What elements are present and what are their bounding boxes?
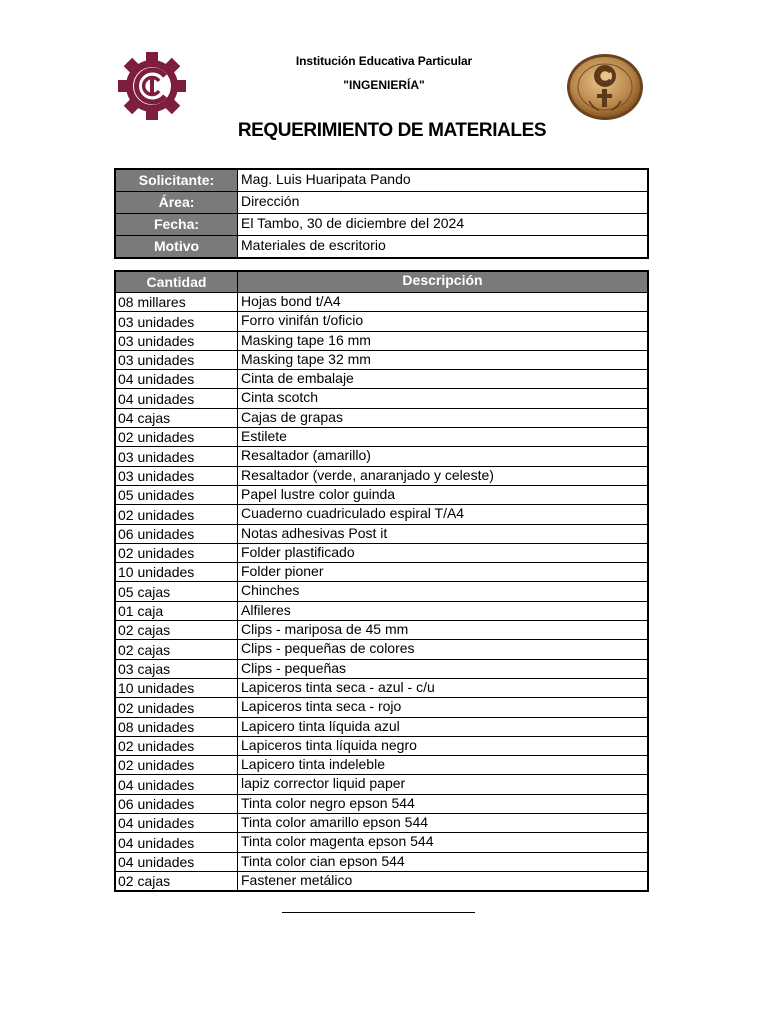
description-cell: Lapicero tinta líquida azul (238, 717, 649, 736)
quantity-cell: 05 unidades (115, 485, 238, 504)
quantity-cell: 08 millares (115, 293, 238, 312)
description-cell: Forro vinifán t/oficio (238, 312, 649, 331)
info-label: Área: (115, 192, 238, 214)
info-row-fecha (115, 214, 648, 236)
description-cell: Notas adhesivas Post it (238, 524, 649, 543)
info-row-solicitante (115, 169, 648, 192)
table-row (115, 659, 648, 678)
quantity-cell: 08 unidades (115, 717, 238, 736)
quantity-cell: 03 unidades (115, 466, 238, 485)
description-cell: Lapiceros tinta seca - rojo (238, 698, 649, 717)
quantity-cell: 10 unidades (115, 678, 238, 697)
table-row (115, 775, 648, 794)
description-cell: Resaltador (amarillo) (238, 447, 649, 466)
table-row (115, 466, 648, 485)
table-row (115, 717, 648, 736)
table-row (115, 485, 648, 504)
quantity-cell: 02 unidades (115, 756, 238, 775)
table-row (115, 678, 648, 697)
quantity-cell: 03 unidades (115, 350, 238, 369)
quantity-cell: 02 cajas (115, 621, 238, 640)
quantity-cell: 03 unidades (115, 312, 238, 331)
info-label: Motivo (115, 236, 238, 259)
description-cell: Lapiceros tinta líquida negro (238, 736, 649, 755)
description-cell: Folder pioner (238, 563, 649, 582)
description-cell: Masking tape 16 mm (238, 331, 649, 350)
table-row (115, 408, 648, 427)
table-row (115, 389, 648, 408)
quantity-cell: 04 unidades (115, 370, 238, 389)
quantity-cell: 04 unidades (115, 833, 238, 852)
quantity-cell: 02 unidades (115, 736, 238, 755)
info-value: Materiales de escritorio (238, 236, 649, 259)
quantity-cell: 06 unidades (115, 794, 238, 813)
info-value: Dirección (238, 192, 649, 214)
table-row (115, 563, 648, 582)
quantity-cell: 04 unidades (115, 389, 238, 408)
description-cell: Folder plastificado (238, 543, 649, 562)
column-header-quantity: Cantidad (115, 271, 238, 293)
quantity-cell: 02 unidades (115, 543, 238, 562)
description-cell: Lapiceros tinta seca - azul - c/u (238, 678, 649, 697)
table-row (115, 312, 648, 331)
table-row (115, 331, 648, 350)
description-cell: Cinta de embalaje (238, 370, 649, 389)
table-row (115, 698, 648, 717)
info-value: Mag. Luis Huaripata Pando (238, 169, 649, 192)
description-cell: Resaltador (verde, anaranjado y celeste) (238, 466, 649, 485)
description-cell: Clips - pequeñas de colores (238, 640, 649, 659)
description-cell: Chinches (238, 582, 649, 601)
quantity-cell: 02 unidades (115, 428, 238, 447)
table-row (115, 524, 648, 543)
description-cell: Tinta color amarillo epson 544 (238, 814, 649, 833)
table-row (115, 293, 648, 312)
quantity-cell: 06 unidades (115, 524, 238, 543)
quantity-cell: 04 unidades (115, 852, 238, 871)
description-cell: Papel lustre color guinda (238, 485, 649, 504)
quantity-cell: 01 caja (115, 601, 238, 620)
document-title: REQUERIMIENTO DE MATERIALES (237, 120, 547, 141)
description-cell: Clips - mariposa de 45 mm (238, 621, 649, 640)
table-row (115, 756, 648, 775)
materials-table (114, 270, 649, 892)
table-row (115, 640, 648, 659)
table-row (115, 814, 648, 833)
table-row (115, 871, 648, 891)
description-cell: Clips - pequeñas (238, 659, 649, 678)
quantity-cell: 03 unidades (115, 447, 238, 466)
table-row (115, 350, 648, 369)
table-row (115, 447, 648, 466)
description-cell: Masking tape 32 mm (238, 350, 649, 369)
table-row (115, 582, 648, 601)
table-header-row (115, 271, 648, 293)
table-row (115, 601, 648, 620)
quantity-cell: 02 unidades (115, 698, 238, 717)
table-row (115, 794, 648, 813)
table-row (115, 543, 648, 562)
description-cell: Alfileres (238, 601, 649, 620)
quantity-cell: 04 unidades (115, 814, 238, 833)
table-row (115, 370, 648, 389)
description-cell: Cinta scotch (238, 389, 649, 408)
column-header-description: Descripción (238, 271, 649, 293)
quantity-cell: 02 unidades (115, 505, 238, 524)
info-label: Solicitante: (115, 169, 238, 192)
table-row (115, 428, 648, 447)
description-cell: Tinta color cian epson 544 (238, 852, 649, 871)
quantity-cell: 10 unidades (115, 563, 238, 582)
quantity-cell: 04 unidades (115, 775, 238, 794)
description-cell: Tinta color magenta epson 544 (238, 833, 649, 852)
description-cell: Estilete (238, 428, 649, 447)
description-cell: Lapicero tinta indeleble (238, 756, 649, 775)
description-cell: lapiz corrector liquid paper (238, 775, 649, 794)
table-row (115, 852, 648, 871)
signature-line (282, 912, 475, 913)
quantity-cell: 03 unidades (115, 331, 238, 350)
institution-subtitle: "INGENIERÍA" (343, 78, 425, 92)
requester-info-table (114, 168, 649, 259)
description-cell: Cajas de grapas (238, 408, 649, 427)
description-cell: Tinta color negro epson 544 (238, 794, 649, 813)
round-seal-icon (565, 53, 645, 121)
quantity-cell: 04 cajas (115, 408, 238, 427)
quantity-cell: 03 cajas (115, 659, 238, 678)
description-cell: Fastener metálico (238, 871, 649, 891)
table-row (115, 621, 648, 640)
table-row (115, 833, 648, 852)
institution-name: Institución Educativa Particular (295, 54, 473, 68)
info-label: Fecha: (115, 214, 238, 236)
info-row-motivo (115, 236, 648, 259)
table-row (115, 505, 648, 524)
table-row (115, 736, 648, 755)
description-cell: Cuaderno cuadriculado espiral T/A4 (238, 505, 649, 524)
description-cell: Hojas bond t/A4 (238, 293, 649, 312)
quantity-cell: 02 cajas (115, 871, 238, 891)
quantity-cell: 02 cajas (115, 640, 238, 659)
quantity-cell: 05 cajas (115, 582, 238, 601)
info-value: El Tambo, 30 de diciembre del 2024 (238, 214, 649, 236)
info-row-area (115, 192, 648, 214)
